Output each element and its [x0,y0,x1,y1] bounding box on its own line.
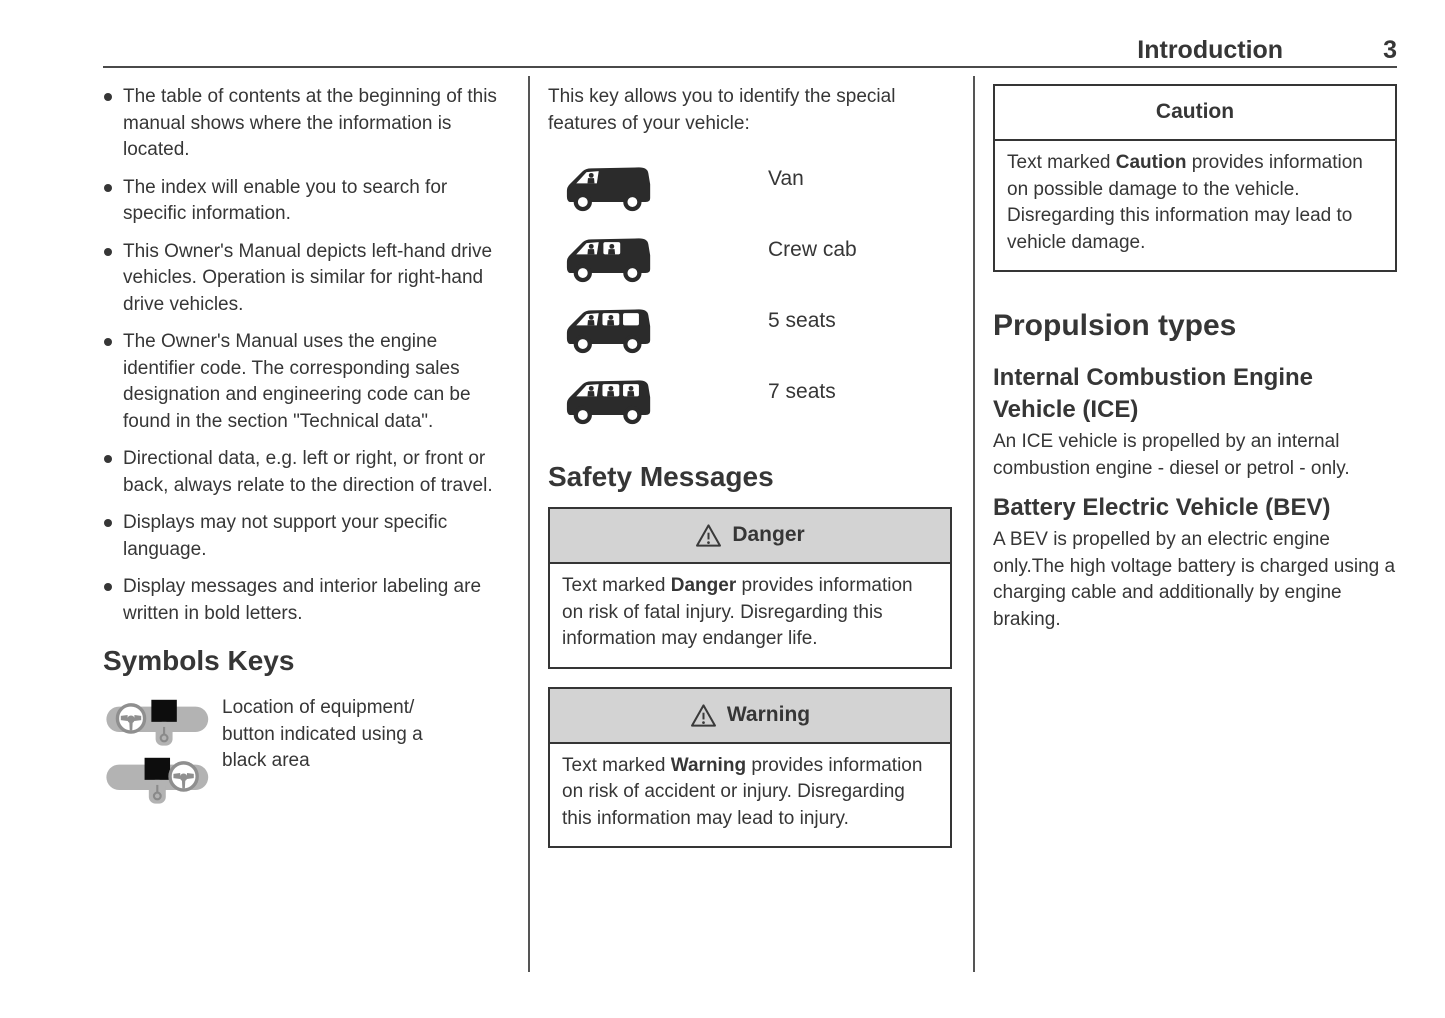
caution-box-header [995,86,1395,141]
danger-body-rest: provides information on risk of fatal injury. Disregarding this information may endanger life. [562,575,913,649]
right-column [993,84,1397,643]
bullet-item: Displays may not support your specific language. [103,510,505,563]
warning-triangle-icon [695,523,722,548]
warning-body-rest: provides information on risk of accident or injury. Disregarding this information may lead to injury. [562,754,923,829]
bev-body: A BEV is propelled by an electric engine only.The high voltage battery is charged using a charging cable and additionally by engine braking. [993,529,1396,630]
vehicle-key-label: Van [768,167,804,190]
middle-column [548,84,952,848]
five-seats-van-icon [562,301,656,359]
bullet-item: Display messages and interior labeling are written in bold letters. [103,574,505,627]
warning-box-header [550,689,950,744]
danger-box [548,507,952,669]
ice-heading: Internal Combustion Engine Vehicle (ICE) [993,364,1314,423]
column-divider [528,76,530,972]
vehicle-key-row [548,151,952,222]
page-header [103,36,1397,65]
header-rule [103,66,1397,68]
caution-title: Caution [1155,100,1235,124]
bullet-item: The table of contents at the beginning of this manual shows where the information is located. [103,84,505,164]
page-number: 3 [1383,36,1397,64]
bullet-item: This Owner's Manual depicts left-hand drive vehicles. Operation is similar for right-hand drive vehicles. [103,239,505,319]
danger-box-header [550,509,950,564]
safety-messages-heading: Safety Messages [548,461,774,492]
danger-body-bold: Danger [670,575,737,596]
vehicle-key-intro: This key allows you to identify the special features of your vehicle: [548,86,896,134]
warning-title: Warning [726,702,811,726]
bev-heading: Battery Electric Vehicle (BEV) [993,494,1331,521]
caution-body [995,141,1395,270]
vehicle-key-label: Crew cab [768,238,857,261]
vehicle-key-row [548,364,952,435]
symbols-keys-row [103,693,505,807]
seven-seats-van-icon [562,372,656,430]
left-column [103,84,505,807]
bullet-item: The Owner's Manual uses the engine identifier code. The corresponding sales designation and engineering code can be found in the section "Technical data". [103,329,505,435]
intro-bullet-list [103,84,505,627]
caution-body-rest: provides information on possible damage to the vehicle. Disregarding this information may lead to vehicle damage. [1007,152,1363,253]
van-icon [562,159,656,217]
vehicle-key-label: 7 seats [768,380,836,403]
warning-body-bold: Warning [670,754,747,776]
danger-body [550,564,950,667]
column-divider [973,76,975,972]
warning-box [548,687,952,849]
symbols-keys-icons [103,693,222,807]
symbols-keys-heading: Symbols Keys [103,645,295,676]
bullet-item: The index will enable you to search for specific information. [103,175,505,228]
dashboard-black-area-right-icon [103,751,215,807]
ice-body: An ICE vehicle is propelled by an internal combustion engine - diesel or petrol - only. [993,431,1350,479]
vehicle-key-row [548,293,952,364]
caution-box [993,84,1397,272]
bullet-item: Directional data, e.g. left or right, or front or back, always relate to the direction of travel. [103,446,505,499]
warning-triangle-icon [690,703,717,728]
warning-body-prefix: Text marked [562,754,671,776]
crew-cab-icon [562,230,656,288]
propulsion-types-heading: Propulsion types [993,309,1237,342]
caution-body-prefix: Text marked [1007,152,1116,173]
caution-body-bold: Caution [1115,152,1187,173]
danger-title: Danger [732,523,805,547]
page-title: Introduction [1137,36,1284,64]
vehicle-key-label: 5 seats [768,309,836,332]
vehicle-key-row [548,222,952,293]
symbols-keys-description: Location of equipment/ button indicated using a black area [222,697,423,771]
warning-body [550,744,950,847]
danger-body-prefix: Text marked [562,575,671,596]
dashboard-black-area-left-icon [103,693,215,749]
